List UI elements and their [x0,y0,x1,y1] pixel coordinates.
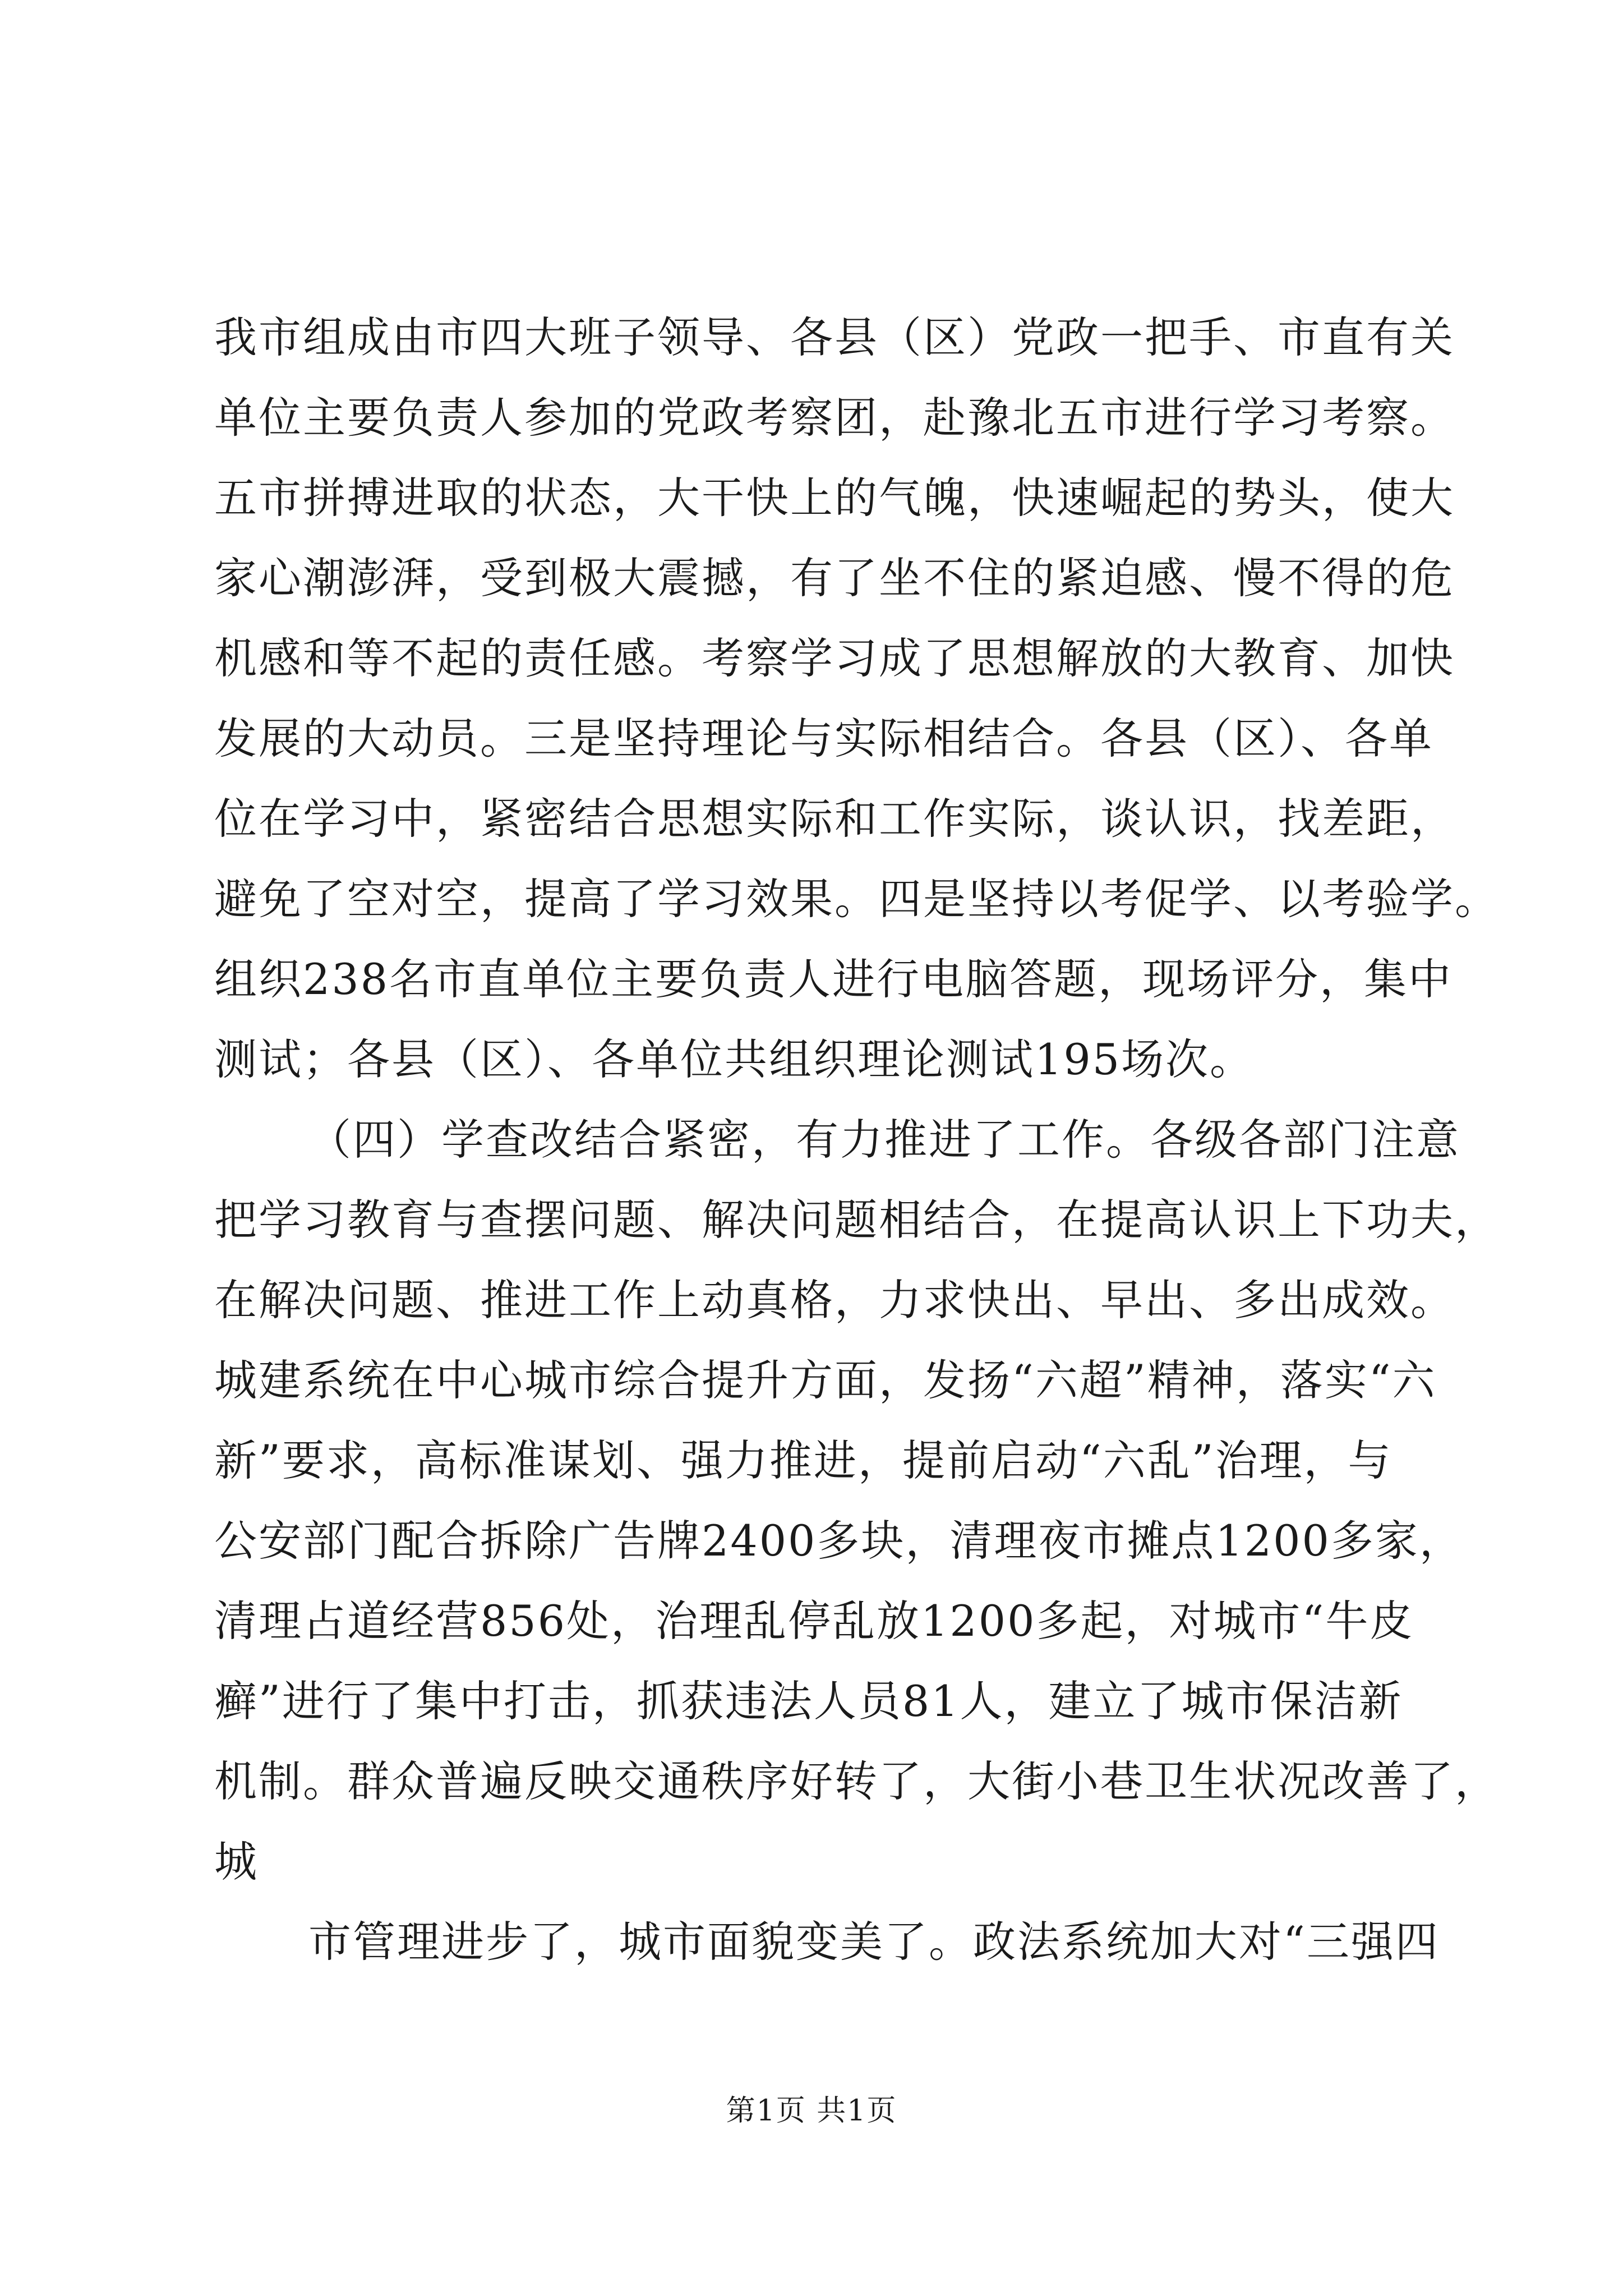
text-line: 家心潮澎湃，受到极大震撼，有了坐不住的紧迫感、慢不得的危 [214,553,1455,603]
text-line: 位在学习中，紧密结合思想实际和工作实际，谈认识，找差距， [214,794,1455,844]
text-line: 公安部门配合拆除广告牌2400多块，清理夜市摊点1200多家， [214,1516,1464,1566]
text-line: 测试；各县（区）、各单位共组织理论测试195场次。 [214,1034,1255,1084]
text-line: 组织238名市直单位主要负责人进行电脑答题，现场评分，集中 [214,954,1453,1004]
text-line: 机制。群众普遍反映交通秩序好转了，大街小巷卫生状况改善了， [214,1756,1499,1806]
text-line: 我市组成由市四大班子领导、各县（区）党政一把手、市直有关 [214,312,1455,362]
text-line: 城 [214,1837,259,1887]
text-line: 癣”进行了集中打击，抓获违法人员81人，建立了城市保洁新 [214,1676,1403,1726]
text-line: 在解决问题、推进工作上动真格，力求快出、早出、多出成效。 [214,1275,1455,1325]
text-line: 市管理进步了，城市面貌变美了。政法系统加大对“三强四 [308,1917,1440,1967]
text-line: 五市拼搏进取的状态，大干快上的气魄，快速崛起的势头，使大 [214,473,1455,523]
text-line: 把学习教育与查摆问题、解决问题相结合，在提高认识上下功夫， [214,1195,1499,1245]
text-line: 新”要求，高标准谋划、强力推进，提前启动“六乱”治理，与 [214,1435,1393,1485]
paragraph-heading-line: （四）学查改结合紧密，有力推进了工作。各级各部门注意 [308,1115,1460,1165]
text-line: 单位主要负责人参加的党政考察团，赴豫北五市进行学习考察。 [214,393,1455,443]
text-line: 发展的大动员。三是坚持理论与实际相结合。各县（区）、各单 [214,714,1433,763]
text-line: 机感和等不起的责任感。考察学习成了思想解放的大教育、加快 [214,633,1455,683]
text-line: 城建系统在中心城市综合提升方面，发扬“六超”精神，落实“六 [214,1355,1437,1405]
text-line: 避免了空对空，提高了学习效果。四是坚持以考促学、以考验学。 [214,874,1499,924]
text-line: 清理占道经营856处，治理乱停乱放1200多起，对城市“牛皮 [214,1596,1414,1646]
document-body [214,297,1499,1982]
page-footer: 第1页 共1页 [726,2094,897,2128]
